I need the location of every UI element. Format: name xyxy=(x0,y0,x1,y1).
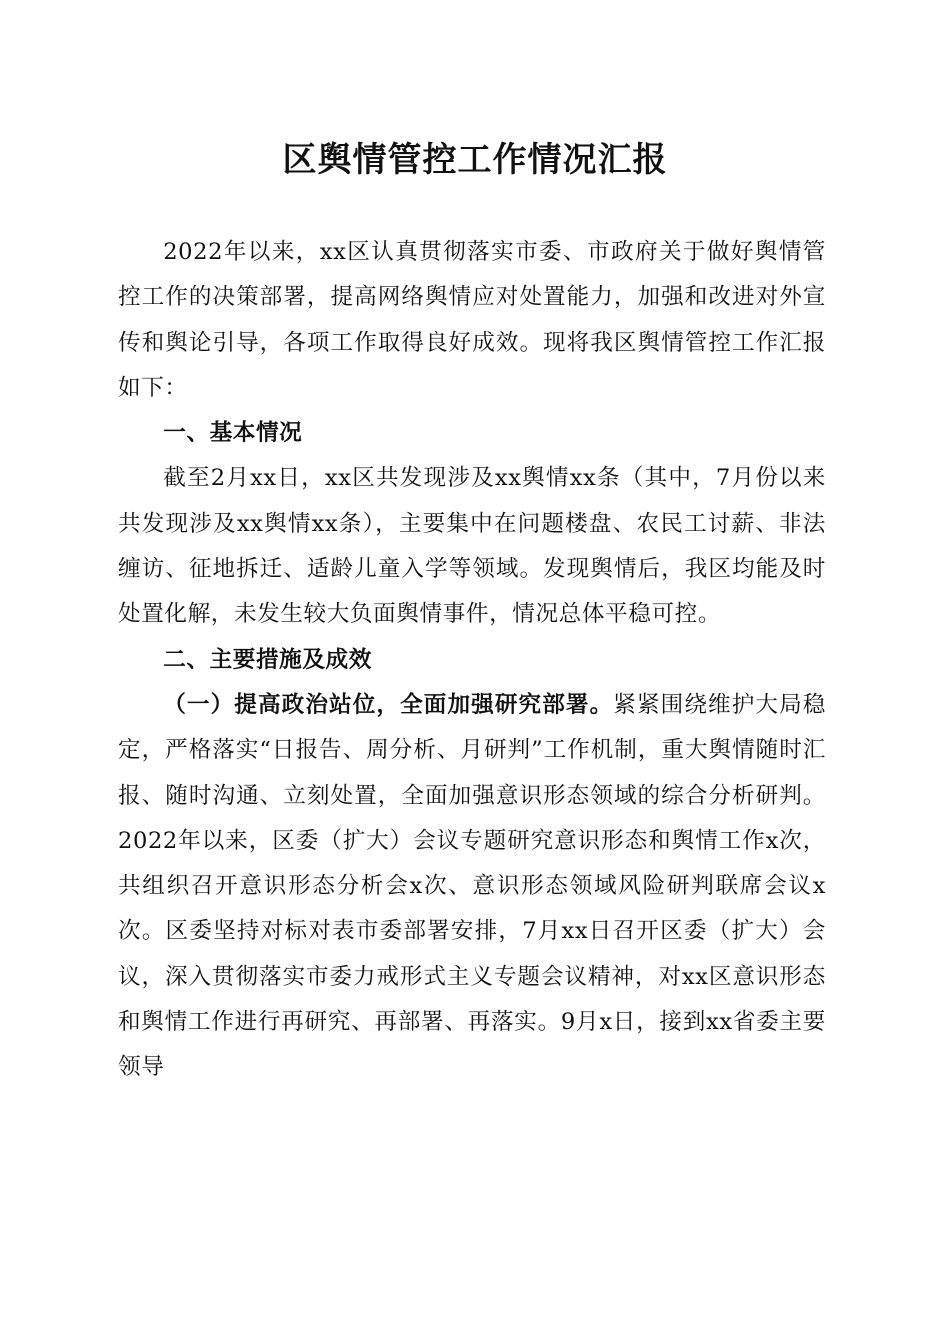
subsection-lead: （一）提高政治站位，全面加强研究部署。 xyxy=(163,691,614,718)
subsection-text: 紧紧围绕维护大局稳定，严格落实“日报告、周分析、月研判”工作机制，重大舆情随时汇报、随时沟通、立刻处置，全面加强意识形态领域的综合分析研判。2022年以来，区委（扩大）会议专题研究意识形态和舆情工作x次，共组织召开意识形态分析会x次、意识形态领域风险研判联席会议x次。区委坚持对标对表市委部署安排，7月xx日召开区委（扩大）会议，深入贯彻落实市委力戒形式主义专题会议精神，对xx区意识形态和舆情工作进行再研究、再部署、再落实。9月x日，接到xx省委主要领导 xyxy=(118,691,826,1081)
section-heading-measures: 二、主要措施及成效 xyxy=(163,646,372,673)
document-title: 区舆情管控工作情况汇报 xyxy=(282,140,668,180)
basic-situation-paragraph: 截至2月xx日，xx区共发现涉及xx舆情xx条（其中，7月份以来共发现涉及xx舆情xx条），主要集中在问题楼盘、农民工讨薪、非法缠访、征地拆迁、适龄儿童入学等领域。发现舆情后，我区均能及时处置化解，未发生较大负面舆情事件，情况总体平稳可控。 xyxy=(118,465,826,628)
intro-paragraph: 2022年以来，xx区认真贯彻落实市委、市政府关于做好舆情管控工作的决策部署，提高网络舆情应对处置能力，加强和改进对外宣传和舆论引导，各项工作取得良好成效。现将我区舆情管控工作汇报如下： xyxy=(118,239,826,401)
section-heading-basic-situation: 一、基本情况 xyxy=(163,420,303,447)
document-body xyxy=(118,230,826,1091)
measures-paragraph-1 xyxy=(118,683,826,1091)
